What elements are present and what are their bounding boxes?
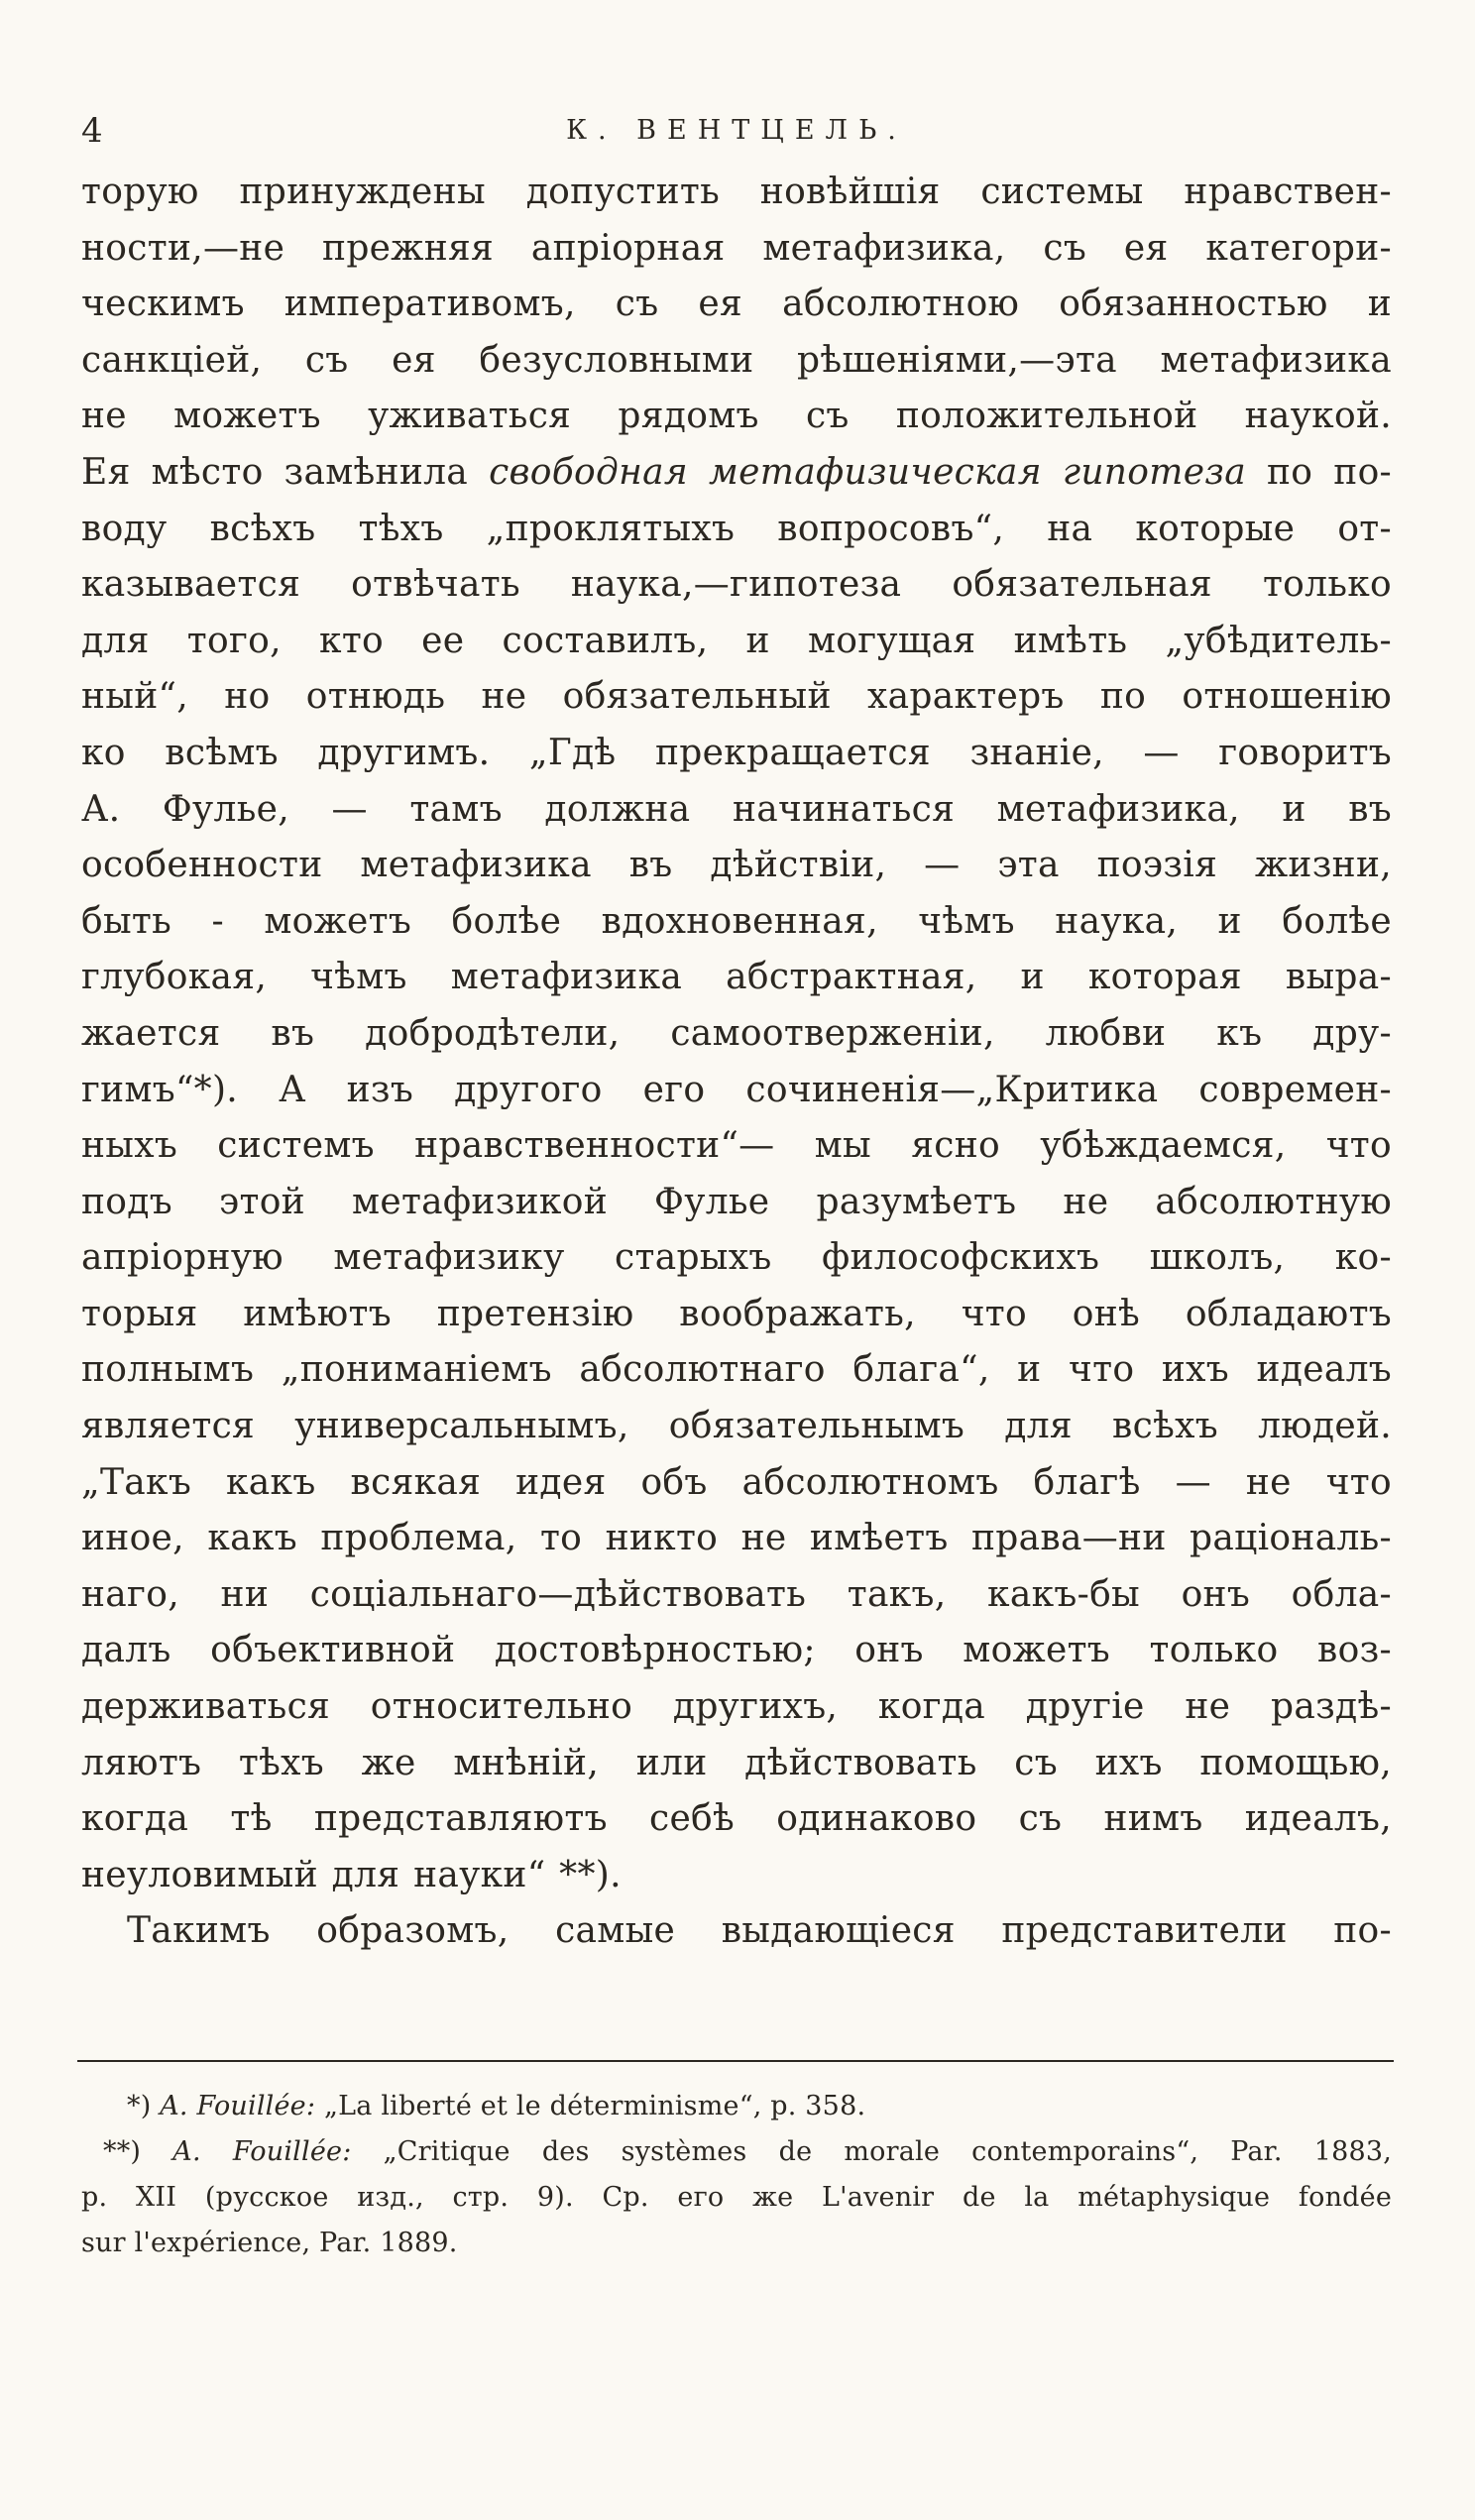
text-run: далъ объективной достовѣрностью; онъ можетъ только воз- xyxy=(81,1630,1392,1671)
text-line xyxy=(81,165,1392,221)
running-title: К. ВЕНТЦЕЛЬ. xyxy=(566,115,907,146)
text-run: sur l'expérience, Par. 1889. xyxy=(81,2228,458,2258)
text-run: гимъ“*). А изъ другого его сочиненія—„Критика современ- xyxy=(81,1069,1392,1110)
text-line xyxy=(81,894,1392,951)
text-run: по по- xyxy=(1246,451,1393,493)
text-line xyxy=(81,726,1392,782)
text-line xyxy=(81,333,1392,390)
footnote-line xyxy=(81,2175,1392,2221)
text-run: Такимъ образомъ, самые выдающіеся представители по- xyxy=(127,1910,1392,1952)
text-run: полнымъ „пониманіемъ абсолютнаго блага“, и что ихъ идеалъ xyxy=(81,1349,1392,1391)
italic-text: A. Fouillée: xyxy=(172,2136,352,2167)
footnote-line xyxy=(81,2084,1392,2129)
text-run: „Critique des systèmes de morale contemporains“, Par. 1883, xyxy=(351,2136,1392,2167)
text-run: *) xyxy=(127,2091,161,2121)
text-run: „La liberté et le déterminisme“, p. 358. xyxy=(315,2091,866,2121)
footnote-line xyxy=(81,2221,1392,2266)
body-text xyxy=(81,165,1392,1960)
text-line xyxy=(81,614,1392,670)
italic-text: A. Fouillée: xyxy=(160,2091,316,2121)
text-run: наго, ни соціальнаго—дѣйствовать такъ, какъ-бы онъ обла- xyxy=(81,1573,1392,1615)
text-line xyxy=(81,1511,1392,1567)
text-run: ляютъ тѣхъ же мнѣній, или дѣйствовать съ ихъ помощью, xyxy=(81,1742,1392,1783)
text-line xyxy=(81,1791,1392,1848)
text-run: казывается отвѣчать наука,—гипотеза обязательная только xyxy=(81,564,1392,606)
footnotes xyxy=(81,2084,1392,2266)
text-run: держиваться относительно другихъ, когда другіе не раздѣ- xyxy=(81,1686,1392,1728)
text-line xyxy=(81,669,1392,726)
text-run: ко всѣмъ другимъ. „Гдѣ прекращается знаніе, — говоритъ xyxy=(81,732,1392,773)
text-run: жается въ добродѣтели, самоотверженіи, любви къ дру- xyxy=(81,1012,1392,1054)
footnote-line xyxy=(81,2129,1392,2175)
text-line xyxy=(81,502,1392,558)
text-run: быть - можетъ болѣе вдохновенная, чѣмъ наука, и болѣе xyxy=(81,900,1392,942)
text-run: иное, какъ проблема, то никто не имѣетъ права—ни раціональ- xyxy=(81,1518,1392,1559)
text-line xyxy=(81,1848,1392,1904)
text-run: является универсальнымъ, обязательнымъ для всѣхъ людей. xyxy=(81,1406,1392,1447)
text-run: особенности метафизика въ дѣйствіи, — эта поэзія жизни, xyxy=(81,845,1392,886)
text-run: p. XII (русское изд., стр. 9). Ср. его же L'avenir de la métaphysique fondée xyxy=(81,2182,1392,2213)
text-line xyxy=(81,1623,1392,1679)
text-line xyxy=(81,1342,1392,1399)
text-run: А. Фулье, — тамъ должна начинаться метафизика, и въ xyxy=(81,788,1392,830)
text-line xyxy=(81,1736,1392,1792)
italic-text: свободная метафизическая гипотеза xyxy=(489,451,1247,493)
text-run: ный“, но отнюдь не обязательный характеръ по отношенію xyxy=(81,676,1392,718)
text-run: подъ этой метафизикой Фулье разумѣетъ не абсолютную xyxy=(81,1181,1392,1222)
text-line xyxy=(81,445,1392,502)
page-number: 4 xyxy=(81,111,103,151)
text-line xyxy=(81,1175,1392,1231)
text-run: ныхъ системъ нравственности“— мы ясно убѣждаемся, что xyxy=(81,1125,1392,1167)
text-run: ческимъ императивомъ, съ ея абсолютною обязанностью и xyxy=(81,284,1392,325)
text-run: санкціей, съ ея безусловными рѣшеніями,—эта метафизика xyxy=(81,339,1392,381)
text-run: ности,—не прежняя апріорная метафизика, съ ея категори- xyxy=(81,227,1392,269)
text-line xyxy=(81,1287,1392,1343)
text-run: Ея мѣсто замѣнила xyxy=(81,451,490,493)
text-line xyxy=(81,389,1392,445)
text-run: когда тѣ представляютъ себѣ одинаково съ нимъ идеалъ, xyxy=(81,1798,1392,1840)
text-line xyxy=(81,1399,1392,1455)
text-line xyxy=(81,1679,1392,1736)
text-run: апріорную метафизику старыхъ философскихъ школъ, ко- xyxy=(81,1237,1392,1279)
text-line xyxy=(81,1006,1392,1063)
text-run: торую принуждены допустить новѣйшія системы нравствен- xyxy=(81,172,1392,212)
text-run: **) xyxy=(103,2136,173,2167)
footnote-divider xyxy=(77,2060,1394,2062)
page-header xyxy=(81,109,1392,153)
text-run: воду всѣхъ тѣхъ „проклятыхъ вопросовъ“, на которые от- xyxy=(81,508,1392,549)
text-line xyxy=(81,1903,1392,1960)
text-line xyxy=(81,950,1392,1006)
text-line xyxy=(81,1230,1392,1287)
text-run: „Такъ какъ всякая идея объ абсолютномъ благѣ — не что xyxy=(81,1461,1392,1503)
text-line xyxy=(81,1567,1392,1624)
text-line xyxy=(81,782,1392,839)
text-run: глубокая, чѣмъ метафизика абстрактная, и которая выра- xyxy=(81,957,1392,998)
text-run: неуловимый для науки“ **). xyxy=(81,1854,622,1895)
text-line xyxy=(81,1063,1392,1119)
text-line xyxy=(81,277,1392,333)
text-line xyxy=(81,838,1392,894)
text-line xyxy=(81,1118,1392,1175)
text-run: не можетъ уживаться рядомъ съ положительной наукой. xyxy=(81,396,1392,437)
text-run: торыя имѣютъ претензію воображать, что онѣ обладаютъ xyxy=(81,1293,1392,1334)
text-line xyxy=(81,221,1392,278)
text-line xyxy=(81,557,1392,614)
text-run: для того, кто ее составилъ, и могущая имѣть „убѣдитель- xyxy=(81,620,1392,661)
text-line xyxy=(81,1455,1392,1512)
